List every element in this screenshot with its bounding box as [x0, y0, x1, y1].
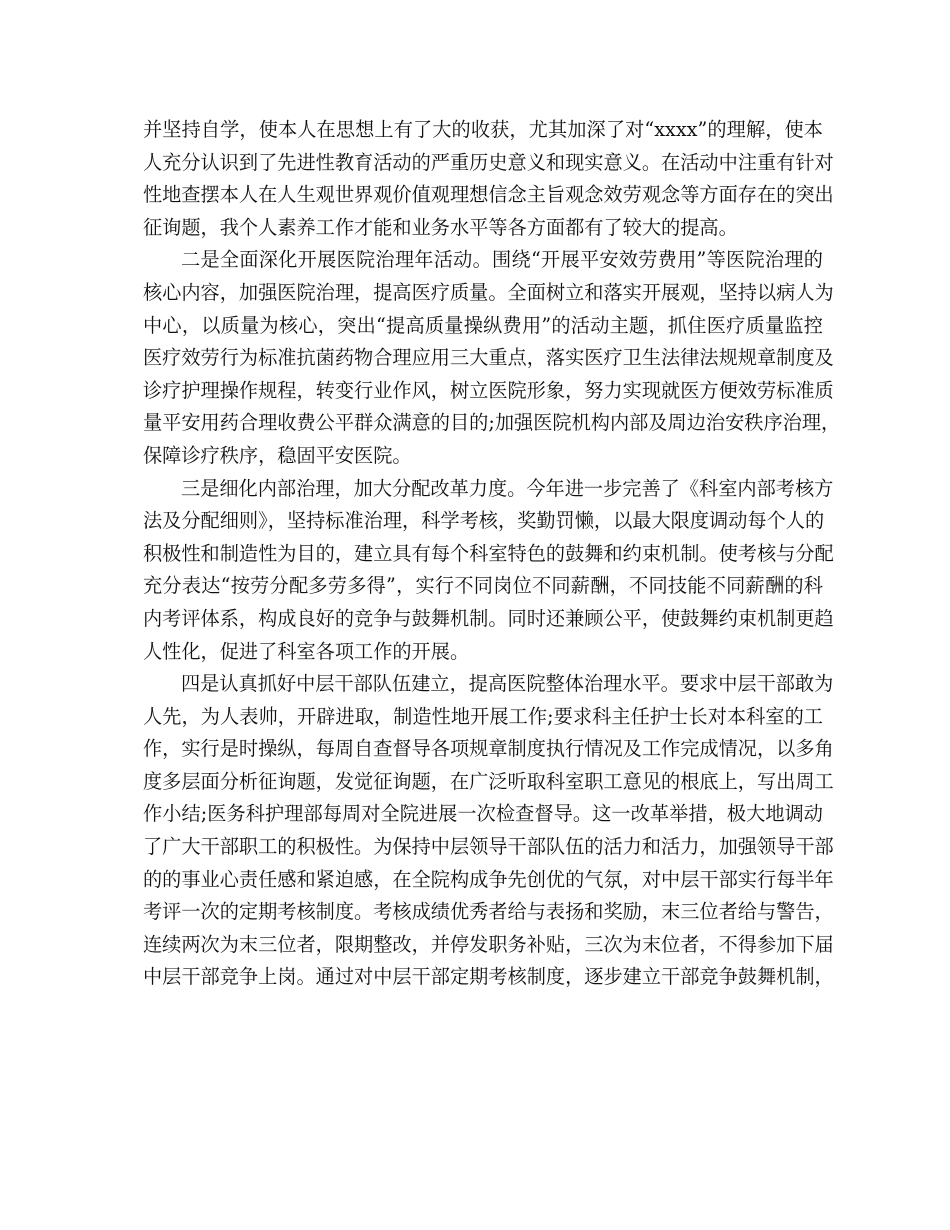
text-line: 法及分配细则》，坚持标准治理，科学考核，奖勤罚懒，以最大限度调动每个人的 — [143, 509, 825, 533]
text-line: 三是细化内部治理，加大分配改革力度。今年进一步完善了《科室内部考核方 — [181, 476, 834, 500]
text-line: 充分表达“按劳分配多劳多得”，实行不同岗位不同薪酬，不同技能不同薪酬的科 — [143, 574, 823, 598]
text-line: 并坚持自学，使本人在思想上有了大的收获，尤其加深了对“xxxx”的理解，使本 — [143, 118, 823, 141]
text-line: 的的事业心责任感和紧迫感，在全院构成争先创优的气氛，对中层干部实行每半年 — [143, 867, 834, 891]
text-line: 内考评体系，构成良好的竞争与鼓舞机制。同时还兼顾公平，使鼓舞约束机制更趋 — [143, 606, 834, 630]
paragraph — [143, 668, 834, 994]
text-line: 医疗效劳行为标准抗菌药物合理应用三大重点，落实医疗卫生法律法规规章制度及 — [143, 346, 834, 370]
text-line: 中层干部竞争上岗。通过对中层干部定期考核制度，逐步建立干部竞争鼓舞机制， — [143, 965, 834, 989]
text-line: 了广大干部职工的积极性。为保持中层领导干部队伍的活力和活力，加强领导干部 — [143, 835, 834, 859]
text-line: 量平安用药合理收费公平群众满意的目的;加强医院机构内部及周边治安秩序治理， — [143, 411, 841, 435]
text-line: 保障诊疗秩序，稳固平安医院。 — [143, 443, 412, 467]
text-line: 度多层面分析征询题，发觉征询题，在广泛听取科室职工意见的根底上，写出周工 — [143, 769, 834, 793]
text-line: 性地查摆本人在人生观世界观价值观理想信念主旨观念效劳观念等方面存在的突出 — [143, 183, 834, 207]
text-line: 人性化，促进了科室各项工作的开展。 — [143, 639, 470, 663]
text-line: 中心，以质量为核心，突出“提高质量操纵费用”的活动主题，抓住医疗质量监控 — [143, 313, 823, 337]
text-line: 考评一次的定期考核制度。考核成绩优秀者给与表扬和奖励，末三位者给与警告， — [143, 900, 834, 924]
document-body — [143, 114, 841, 994]
paragraph — [143, 473, 834, 669]
paragraph — [143, 244, 841, 472]
text-line: 作，实行是时操纵，每周自查督导各项规章制度执行情况及工作完成情况，以多角 — [143, 737, 834, 761]
text-line: 四是认真抓好中层干部队伍建立，提高医院整体治理水平。要求中层干部敢为 — [181, 672, 834, 696]
text-line: 积极性和制造性为目的，建立具有每个科室特色的鼓舞和约束机制。使考核与分配 — [143, 541, 834, 565]
text-line: 连续两次为末三位者，限期整改，并停发职务补贴，三次为末位者，不得参加下届 — [143, 932, 834, 956]
text-line: 人先，为人表帅，开辟进取，制造性地开展工作;要求科主任护士长对本科室的工 — [143, 704, 823, 728]
text-line: 作小结;医务科护理部每周对全院进展一次检查督导。这一改革举措，极大地调动 — [143, 802, 823, 826]
paragraph — [143, 114, 834, 244]
text-line: 人充分认识到了先进性教育活动的严重历史意义和现实意义。在活动中注重有针对 — [143, 150, 834, 174]
text-line: 二是全面深化开展医院治理年活动。围绕“开展平安效劳费用”等医院治理的 — [181, 248, 823, 272]
text-line: 诊疗护理操作规程，转变行业作风，树立医院形象，努力实现就医方便效劳标准质 — [143, 378, 834, 402]
text-line: 核心内容，加强医院治理，提高医疗质量。全面树立和落实开展观，坚持以病人为 — [143, 280, 834, 304]
text-line: 征询题，我个人素养工作才能和业务水平等各方面都有了较大的提高。 — [143, 215, 738, 239]
